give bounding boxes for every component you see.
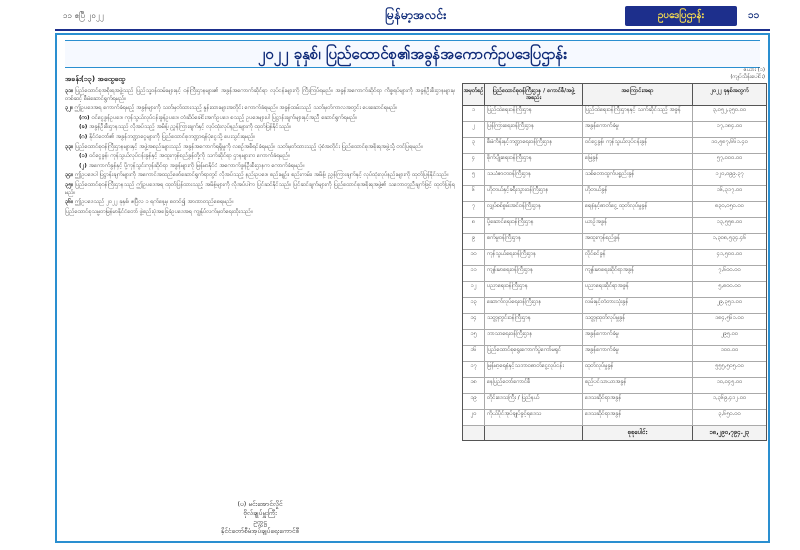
newspaper-name: မြန်မာ့အလင်း bbox=[385, 8, 447, 22]
row-department: တိုင်းဒေသကြီး / ပြည်နယ် bbox=[485, 394, 583, 409]
paragraph-number: ၃၆။ bbox=[65, 199, 73, 206]
row-department: ပညာရေးဝန်ကြီးဌာန bbox=[485, 282, 583, 297]
row-number: ၈ bbox=[463, 218, 485, 233]
row-description: ဟိုတယ်ခွန် bbox=[583, 186, 693, 201]
paragraph-number: (၁) bbox=[79, 153, 88, 160]
paragraph-text: အခွန်ဦးစီးဌာနသည် လိုအပ်သည့် အမိန့်၊ ညွှန်ကြားချက်နှင့် လုပ်ထုံးလုပ်နည်းများကို ထုတ်ပြန်နိုင်သည်။ bbox=[89, 124, 292, 131]
row-department: ကိုယ်ပိုင်အုပ်ချုပ်ခွင့်ရဒေသ bbox=[485, 410, 583, 425]
table-body bbox=[463, 106, 766, 426]
row-description: ဒေသဆိုင်ရာအခွန် bbox=[583, 394, 693, 409]
total-blank bbox=[463, 426, 485, 440]
signer-name: (ပ) မင်းအောင်လှိုင် bbox=[237, 500, 283, 508]
row-description: သစ်တောထွက်ပစ္စည်းခွန် bbox=[583, 170, 693, 185]
row-number: ၁၅ bbox=[463, 330, 485, 345]
paragraph-number: ၃၄။ bbox=[65, 172, 73, 179]
row-number: ၅ bbox=[463, 170, 485, 185]
table-row bbox=[463, 170, 766, 186]
row-amount: ၈၃၀,၀၅၀.၀၀ bbox=[715, 203, 744, 209]
row-amount: ၁၃,၅၅၈.၀၀ bbox=[716, 219, 743, 225]
law-paragraph bbox=[65, 182, 455, 197]
row-department: မြန်မာ့ရေနံနှင့်သဘာဝဓာတ်ငွေ့လုပ်ငန်း bbox=[485, 362, 583, 377]
col-header-dept: ပြည်ထောင်စုဝန်ကြီးဌာန / ကောင်စီ/အဖွဲ့အစည်း bbox=[485, 84, 583, 105]
row-department: ဟိုတယ်နှင့်ခရီးသွားဝန်ကြီးဌာန bbox=[485, 186, 583, 201]
row-amount: ၁,၃၆၉,၄၁၂.၀၀ bbox=[712, 395, 747, 401]
row-department: ပြည်ထောင်စုရွေးကောက်ပွဲကော်မရှင် bbox=[485, 346, 583, 361]
signer-rank: ဗိုလ်ချုပ်မှူးကြီး bbox=[243, 509, 277, 517]
closing-text: ပြည်ထောင်စုသမ္မတမြန်မာနိုင်ငံတော် ဖွဲ့စည်းပုံအခြေခံဥပဒေအရ ကျွန်ုပ်လက်မှတ်ရေးထိုးသည်။ bbox=[65, 208, 253, 215]
table-row bbox=[463, 330, 766, 346]
row-amount: ၂၉,၃၅၁.၀၀ bbox=[716, 299, 743, 305]
table-note bbox=[730, 67, 765, 81]
row-description: မြေခွန် bbox=[583, 154, 693, 169]
table-row bbox=[463, 394, 766, 410]
col-header-amount: ၂၀၂၂ ခုနှစ်အတွက် bbox=[710, 88, 749, 94]
row-amount: ၁၇,၁၈၄.၀၀ bbox=[716, 123, 743, 129]
paragraph-number: (ဂ) bbox=[79, 133, 88, 140]
row-number: ၁၄ bbox=[463, 314, 485, 329]
row-description: ပြည်ထဲရေးဝန်ကြီးဌာနနှင့် သက်ဆိုင်သည့် အခွန် bbox=[583, 106, 693, 121]
row-description: လမ်းနှင့်တံတားသုံးခွန် bbox=[583, 298, 693, 313]
row-number: ၁၆ bbox=[463, 346, 485, 361]
row-description: ဒေသဆိုင်ရာအခွန် bbox=[583, 410, 693, 425]
row-description: အခွန်ကောက်ခံမှု bbox=[583, 330, 693, 345]
total-amount: ၁၈,၂၉၀,၇၉၄.၂၃ bbox=[709, 429, 750, 436]
total-blank-2 bbox=[485, 426, 583, 440]
row-amount: ၄၁,၅၀၀.၀၀ bbox=[716, 251, 743, 257]
signer-body: နိုင်ငံတော်စီမံအုပ်ချုပ်ရေးကောင်စီ bbox=[220, 527, 300, 535]
col-header-desc: အကြောင်းအရာ bbox=[583, 84, 693, 105]
row-description: သတ္တုထုတ်လုပ်မှုခွန် bbox=[583, 314, 693, 329]
row-number: ၃ bbox=[463, 138, 485, 153]
paragraph-text: ဤဥပဒေသည် ၂၀၂၂ ခုနှစ်၊ ဧပြီလ ၁ ရက်နေ့မှ စတင်၍ အာဏာတည်စေရမည်။ bbox=[75, 199, 234, 206]
law-paragraph bbox=[65, 172, 455, 180]
law-paragraph bbox=[65, 88, 455, 103]
row-number: ၇ bbox=[463, 202, 485, 217]
signer-role: ဥက္ကဋ္ဌ bbox=[253, 518, 267, 526]
table-row bbox=[463, 250, 766, 266]
row-department: စိုက်ပျိုးရေးဝန်ကြီးဌာန bbox=[485, 154, 583, 169]
row-amount: ၁၀,၀၄၅.၀၀ bbox=[716, 379, 743, 385]
table-total-row bbox=[463, 426, 766, 440]
paragraph-number: ၃၃။ bbox=[65, 143, 73, 150]
table-row bbox=[463, 218, 766, 234]
row-department: နေပြည်တော်ကောင်စီ bbox=[485, 378, 583, 393]
law-paragraph bbox=[65, 199, 455, 207]
table-label: ဇယား (၁) bbox=[743, 67, 765, 73]
row-department: ပြည်ထဲရေးဝန်ကြီးဌာန bbox=[485, 106, 583, 121]
row-description: အခွန်ကောက်ခံမှု bbox=[583, 122, 693, 137]
row-amount: ၅၇,၀၀၀.၀၀ bbox=[716, 155, 743, 161]
law-paragraph bbox=[65, 153, 455, 161]
header-date: ၁၁ ဧပြီ ၂၀၂၂ bbox=[63, 11, 104, 20]
signature-block bbox=[185, 500, 335, 535]
table-row bbox=[463, 346, 766, 362]
article-frame bbox=[55, 33, 770, 543]
row-description: အထူးကုန်စည်ခွန် bbox=[583, 234, 693, 249]
article-title: ၂၀၂၂ ခုနှစ်၊ ပြည်ထောင်စု၏အခွန်အကောက်ဥပဒေပြဌာန်း bbox=[257, 45, 568, 63]
row-department: ကုန်သွယ်ရေးဝန်ကြီးဌာန bbox=[485, 250, 583, 265]
table-row bbox=[463, 282, 766, 298]
row-department: သယံဇာတဝန်ကြီးဌာန bbox=[485, 170, 583, 185]
table-row bbox=[463, 362, 766, 378]
paragraph-number: (၂) bbox=[79, 162, 87, 169]
row-department: စက်မှုဝန်ကြီးဌာန bbox=[485, 234, 583, 249]
revenue-table-column bbox=[462, 67, 767, 537]
row-number: ၁၁ bbox=[463, 266, 485, 281]
row-amount: ၂၉၅.၀၀ bbox=[720, 331, 739, 337]
law-paragraph bbox=[65, 115, 455, 123]
section-heading: အခန်း(၁၃) အထွေထွေ bbox=[65, 75, 126, 83]
row-amount: ၁၀,၅၈၇,၆၆၁.၄၀ bbox=[711, 139, 748, 145]
row-number: ၁၈ bbox=[463, 378, 485, 393]
row-number: ၂ bbox=[463, 122, 485, 137]
paragraph-text: ဝင်ငွေခွန်၊ ကုန်သွယ်လုပ်ငန်းခွန်နှင့် အထူးကုန်စည်ခွန်တို့ကို သက်ဆိုင်ရာ ဌာနများက ကောက်ခံရမည်။ bbox=[89, 153, 290, 160]
row-description: စည်ပင်သာယာအခွန် bbox=[583, 378, 693, 393]
header-rule bbox=[55, 29, 770, 31]
table-row bbox=[463, 234, 766, 250]
paragraph-number: ၃၅။ bbox=[65, 181, 73, 188]
row-number: ၂၀ bbox=[463, 410, 485, 425]
row-number: ၁၇ bbox=[463, 362, 485, 377]
row-description: လိုင်စင်ခွန် bbox=[583, 250, 693, 265]
paragraph-number: (က) bbox=[79, 114, 90, 121]
table-row bbox=[463, 378, 766, 394]
paragraph-text: ဝင်ငွေခွန်ဥပဒေ၊ ကုန်သွယ်လုပ်ငန်းခွန်ဥပဒေ၊ တံဆိပ်ခေါင်းအက်ဥပဒေ စသည့် ဥပဒေများပါ ပြဋ္ဌာန်းချက်များနှင့်အညီ ဆောင်ရွက်ရမည်။ bbox=[91, 114, 358, 121]
row-amount: ၁၂၀,၀၉၉.၃၇ bbox=[715, 171, 744, 177]
row-number: ၁ bbox=[463, 106, 485, 121]
row-description: ထုတ်လုပ်မှုခွန် bbox=[583, 362, 693, 377]
table-row bbox=[463, 266, 766, 282]
total-label: စုစုပေါင်း bbox=[583, 426, 693, 440]
table-row bbox=[463, 122, 766, 138]
row-number: ၆ bbox=[463, 186, 485, 201]
paragraph-number: (ခ) bbox=[79, 124, 88, 131]
law-paragraph bbox=[65, 163, 455, 171]
row-amount: ၃,၀၅၂,၃၅၀.၀၀ bbox=[712, 107, 747, 113]
row-description: အခွန်ကောက်ခံမှု bbox=[583, 346, 693, 361]
law-paragraph bbox=[65, 124, 455, 132]
row-description: ဝင်ငွေခွန်၊ ကုန်သွယ်လုပ်ငန်းခွန် bbox=[583, 138, 693, 153]
row-amount: ၁၀၀.၀၀ bbox=[720, 347, 739, 353]
col-header-no: အမှတ်စဉ် bbox=[463, 84, 485, 105]
row-description: ယာဉ်အခွန် bbox=[583, 218, 693, 233]
table-row bbox=[463, 138, 766, 154]
row-number: ၉ bbox=[463, 234, 485, 249]
row-department: စီမံကိန်းနှင့်ဘဏ္ဍာရေးဝန်ကြီးဌာန bbox=[485, 138, 583, 153]
row-number: ၄ bbox=[463, 154, 485, 169]
paragraph-text: နိုင်ငံတော်၏ အခွန်ဘဏ္ဍာငွေများကို ပြည်ထောင်စုဘဏ္ဍာရန်ပုံငွေသို့ ပေးသွင်းရမည်။ bbox=[89, 133, 256, 140]
paragraph-list bbox=[65, 88, 455, 207]
table-row bbox=[463, 202, 766, 218]
table-row bbox=[463, 154, 766, 170]
revenue-table bbox=[462, 83, 767, 441]
table-row bbox=[463, 314, 766, 330]
paragraph-text: အကောက်ခွန်နှင့် ပို့ကုန်သွင်းကုန်ဆိုင်ရာ အခွန်များကို မြန်မာနိုင်ငံ အကောက်ခွန်ဦးစီးဌာနက ကောက်ခံရမည်။ bbox=[88, 162, 305, 169]
law-paragraph bbox=[65, 134, 455, 142]
row-department: ပို့ဆောင်ရေးဝန်ကြီးဌာန bbox=[485, 218, 583, 233]
law-paragraph bbox=[65, 105, 455, 113]
row-department: လျှပ်စစ်စွမ်းအင်ဝန်ကြီးဌာန bbox=[485, 202, 583, 217]
table-row bbox=[463, 298, 766, 314]
row-department: ဘာသာရေးဝန်ကြီးဌာန bbox=[485, 330, 583, 345]
paragraph-text: ပြည်ထောင်စုဝန်ကြီးဌာနများနှင့် အဖွဲ့အစည်းများသည် အခွန်အကောက်ရရှိမှုကို လစဉ်အစီရင်ခံရမည်။ သတ်မှတ်ထားသည့် ပုံစံအတိုင်း ပြည်ထောင်စုအစိုးရအဖွဲ့သို့ တင်ပြရမည်။ bbox=[75, 143, 423, 150]
row-department: သတ္တုတွင်းဝန်ကြီးဌာန bbox=[485, 314, 583, 329]
row-department: ဆောက်လုပ်ရေးဝန်ကြီးဌာန bbox=[485, 298, 583, 313]
row-amount: ၇,၆၀၀.၀၀ bbox=[718, 267, 741, 273]
table-header-row bbox=[463, 84, 766, 106]
row-description: ရေနံနှင့်ဓာတ်ငွေ့ ထုတ်လုပ်မှုခွန် bbox=[583, 202, 693, 217]
paragraph-number: ၃၁။ bbox=[65, 88, 73, 94]
row-number: ၁၀ bbox=[463, 250, 485, 265]
row-amount: ၅၅၅,၅၀၅.၀၀ bbox=[715, 363, 744, 369]
paragraph-text: ပြည်ထောင်စုအစိုးရအဖွဲ့သည် ပြည်သူ့ဝန်ထမ်းများနှင့် ဝန်ကြီးဌာနများ၏ အခွန်အကောက်ဆိုင်ရာ လုပ်ငန်းများကို ကြီးကြပ်ရမည်။ အခွန်အကောက်ဆိုင်ရာ ကိစ္စရပ်များကို အခွန်ဦးစီးဌာနများမှတစ်ဆင့် စီမံဆောင်ရွက်ရမည်။ bbox=[65, 88, 455, 102]
table-unit: (ကျပ်သိန်းပေါင်း) bbox=[730, 74, 765, 80]
page-number: ၁၁ bbox=[748, 10, 760, 21]
row-description: ပညာရေးဆိုင်ရာအခွန် bbox=[583, 282, 693, 297]
row-department: ပြန်ကြားရေးဝန်ကြီးဌာန bbox=[485, 122, 583, 137]
row-number: ၁၉ bbox=[463, 394, 485, 409]
table-row bbox=[463, 186, 766, 202]
row-description: ကျန်းမာရေးဆိုင်ရာအခွန် bbox=[583, 266, 693, 281]
row-amount: ၁၆,၃၁၇.၀၀ bbox=[716, 187, 743, 193]
paragraph-text: ဤဥပဒေအရ ကောက်ခံရမည့် အခွန်များကို သတ်မှတ်ထားသည့် နှုန်းထားများအတိုင်း ကောက်ခံရမည်။ အခွန်ထမ်းသည် သတ်မှတ်ကာလအတွင်း ပေးဆောင်ရမည်။ bbox=[74, 105, 398, 112]
row-amount: ၁,၃၀၈,၅၃၄.၄၆ bbox=[712, 235, 747, 241]
title-bar bbox=[65, 40, 760, 68]
law-paragraph bbox=[65, 144, 455, 152]
row-amount: ၅,၈၀၀.၀၀ bbox=[718, 283, 741, 289]
table-row bbox=[463, 410, 766, 426]
row-number: ၁၃ bbox=[463, 298, 485, 313]
paragraph-text: ဤဥပဒေပါ ပြဋ္ဌာန်းချက်များကို အကောင်အထည်ဖော်ဆောင်ရွက်ရာတွင် လိုအပ်သည့် နည်းဥပဒေ၊ စည်းမျဉ်း၊ စည်းကမ်း၊ အမိန့်၊ ညွှန်ကြားချက်နှင့် လုပ်ထုံးလုပ်နည်းများကို ထုတ်ပြန်နိုင်သည်။ bbox=[75, 172, 449, 179]
section-tag: ဥပဒေပြဌာန်း bbox=[625, 6, 737, 26]
table-row bbox=[463, 106, 766, 122]
law-text-column bbox=[65, 75, 455, 535]
paragraph-number: ၃၂။ bbox=[65, 105, 73, 112]
row-amount: ၁၈၄,၅၆၁.၀၀ bbox=[715, 315, 744, 321]
row-department: ကျန်းမာရေးဝန်ကြီးဌာန bbox=[485, 266, 583, 281]
row-number: ၁၂ bbox=[463, 282, 485, 297]
page-header bbox=[55, 6, 770, 28]
row-amount: ၃,၆၅၀.၀၀ bbox=[718, 411, 741, 417]
paragraph-text: ပြည်ထောင်စုဝန်ကြီးဌာနသည် ဤဥပဒေအရ ထုတ်ပြန်ထားသည့် အမိန့်များကို လိုအပ်ပါက ပြင်ဆင်နိုင်သည်။ ပြင်ဆင်ချက်များကို ပြည်ထောင်စုအစိုးရအဖွဲ့၏ သဘောတူညီချက်ဖြင့် ထုတ်ပြန်ရမည်။ bbox=[65, 181, 455, 196]
